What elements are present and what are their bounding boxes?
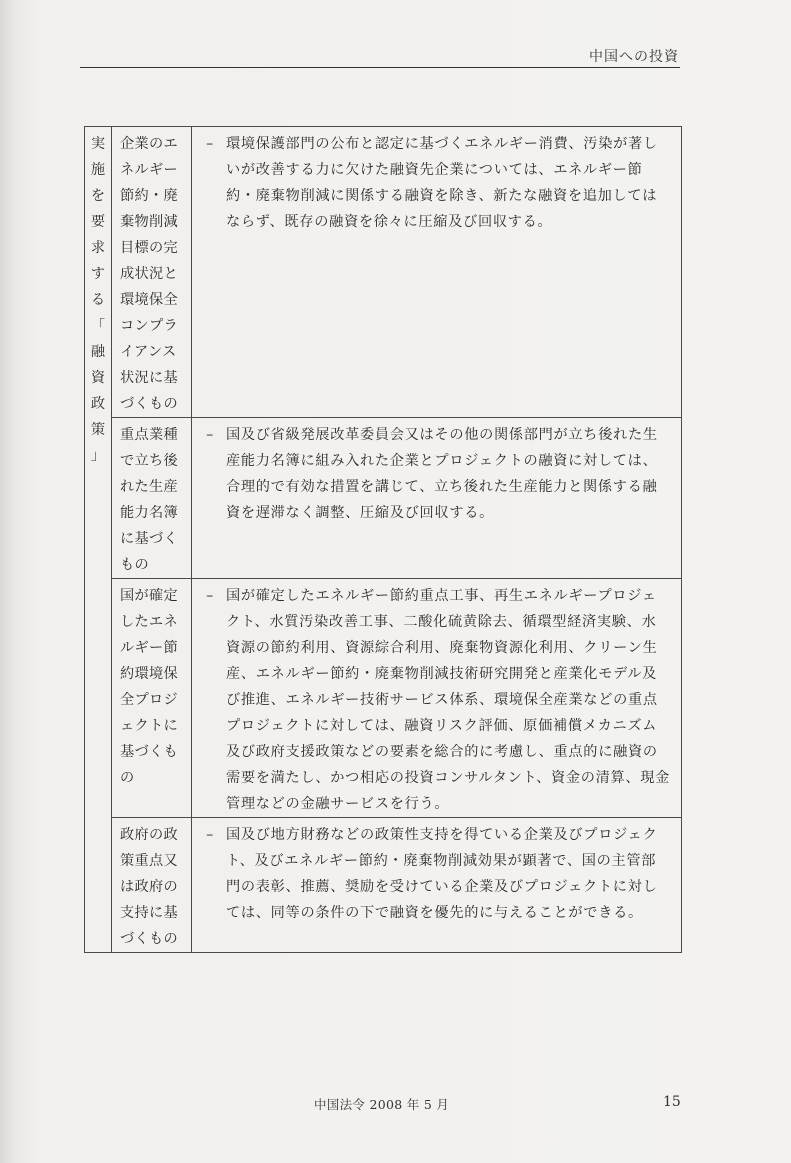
side-label-char: 」 <box>90 448 106 464</box>
policy-table <box>84 126 682 953</box>
side-label-char: 融 <box>90 344 106 360</box>
description-text: 国が確定したエネルギー節約重点工事、再生エネルギープロジェクト、水質汚染改善工事、二酸化硫黄除去、循環型経済実験、水資源の節約利用、資源綜合利用、廃棄物資源化利用、クリーン生産、エネルギー節約・廃棄物削減技術研究開発と産業化モデル及び推進、エネルギー技術サービス体系、環境保全産業などの重点プロジェクトに対しては、融資リスク評価、原価補償メカニズム及び政府支援政策などの要素を総合的に考慮し、重点的に融資の需要を満たし、かつ相応の投資コンサルタント、資金の清算、現金管理などの金融サービスを行う。 <box>226 588 671 812</box>
side-label-char: 「 <box>90 318 106 334</box>
description-text: 環境保護部門の公布と認定に基づくエネルギー消費、汚染が著しいが改善する力に欠けた融資先企業については、エネルギー節約・廃棄物削減に関係する融資を除き、新たな融資を追加してはならず、既存の融資を徐々に圧縮及び回収する。 <box>226 136 658 230</box>
category-cell: 国が確定したエネルギー節約環境保全プロジェクトに基づくもの <box>112 579 192 818</box>
description-cell <box>192 818 682 953</box>
category-cell: 重点業種で立ち後れた生産能力名簿に基づくもの <box>112 418 192 579</box>
side-label-char: 政 <box>90 396 106 412</box>
description-cell <box>192 127 682 418</box>
bullet-dash: – <box>206 427 214 443</box>
side-label-char: 求 <box>90 240 106 256</box>
side-label-char: 要 <box>90 214 106 230</box>
side-label-char: 資 <box>90 370 106 386</box>
table-row <box>85 418 682 579</box>
side-label-char: す <box>90 266 106 282</box>
category-cell: 企業のエネルギー節約・廃棄物削減目標の完成状況と環境保全コンプライアンス状況に基づくもの <box>112 127 192 418</box>
side-label-char: る <box>90 292 106 308</box>
bullet-dash: – <box>206 136 214 152</box>
side-label-char: 実 <box>90 136 106 152</box>
table-row <box>85 127 682 418</box>
category-cell: 政府の政策重点又は政府の支持に基づくもの <box>112 818 192 953</box>
running-header-title: 中国への投資 <box>589 49 679 65</box>
side-label-char: 施 <box>90 162 106 178</box>
bullet-dash: – <box>206 827 214 843</box>
side-label-char: を <box>90 188 106 204</box>
table-row <box>85 818 682 953</box>
side-label-char: 策 <box>90 422 106 438</box>
footer-publication: 中国法令 2008 年 5 月 <box>314 1097 450 1112</box>
header-rule <box>80 67 680 68</box>
description-text: 国及び省級発展改革委員会又はその他の関係部門が立ち後れた生産能力名簿に組み入れた企業とプロジェクトの融資に対しては、合理的で有効な措置を講じて、立ち後れた生産能力と関係する融資を遅滞なく調整、圧縮及び回収する。 <box>226 427 658 521</box>
side-label-cell <box>85 127 112 953</box>
description-text: 国及び地方財務などの政策性支持を得ている企業及びプロジェクト、及びエネルギー節約・廃棄物削減効果が顕著で、国の主管部門の表彰、推薦、奨励を受けている企業及びプロジェクトに対しては、同等の条件の下で融資を優先的に与えることができる。 <box>226 827 658 921</box>
description-cell <box>192 418 682 579</box>
bullet-dash: – <box>206 588 214 604</box>
table-row <box>85 579 682 818</box>
page-number: 15 <box>663 1094 681 1110</box>
description-cell <box>192 579 682 818</box>
